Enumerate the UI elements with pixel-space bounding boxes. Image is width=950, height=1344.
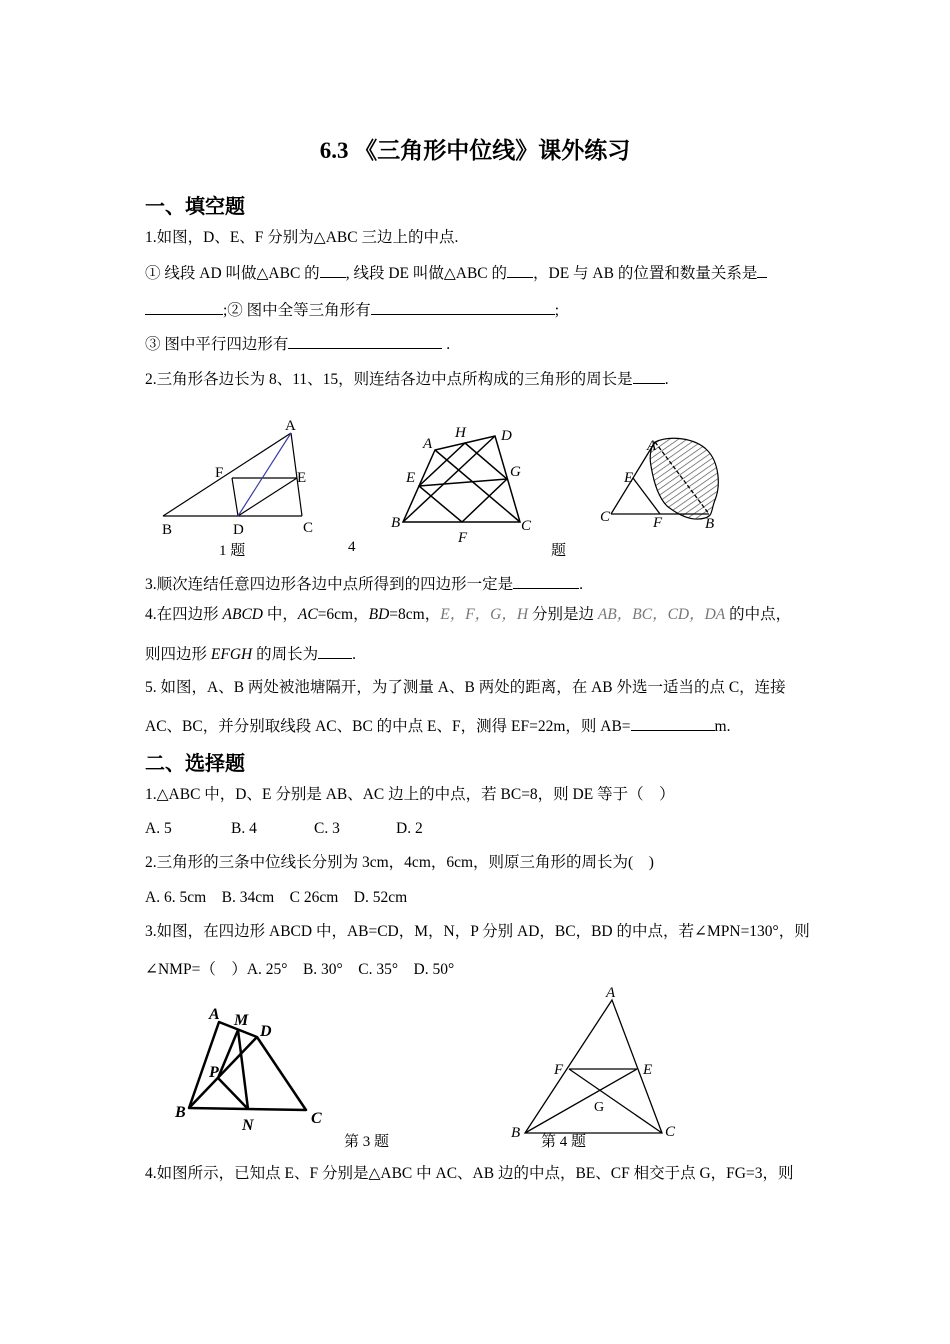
fig1-label-a: A	[285, 418, 296, 434]
q1-line2: ;② 图中全等三角形有 ;	[145, 299, 559, 321]
figure-2-quadrilateral	[385, 420, 545, 550]
fig4-label-b: B	[175, 1104, 186, 1121]
fig2-label-f: F	[458, 530, 468, 546]
fig2-label-d: D	[501, 428, 512, 444]
q1-line1: ① 线段 AD 叫做△ABC 的 , 线段 DE 叫做△ABC 的 ，DE 与 AB 的位置和数量关系是	[145, 262, 767, 284]
answer-blank[interactable]	[145, 299, 223, 315]
fig3-label-e: E	[624, 470, 634, 486]
q5-line2: AC、BC，并分别取线段 AC、BC 的中点 E、F，测得 EF=22m，则 AB= m.	[145, 715, 730, 737]
mc-q1-options	[145, 819, 423, 839]
page-title: 6.3 《三角形中位线》课外练习	[319, 138, 631, 163]
mc-q3-line2: ∠NMP=（ ）A. 25° B. 30° C. 35° D. 50°	[145, 961, 455, 978]
mc-q1-stem: 1.△ABC 中，D、E 分别是 AB、AC 边上的中点，若 BC=8，则 DE 等于（ ）	[145, 786, 675, 803]
figure-caption-2: 4	[348, 539, 356, 555]
fig4-label-n: N	[242, 1117, 254, 1134]
answer-blank[interactable]	[507, 262, 533, 278]
fig2-label-g: G	[510, 464, 521, 480]
figure-caption-mc4: 第 4 题	[541, 1134, 587, 1150]
q4-line1: 4.在四边形 ABCD 中，AC=6cm，BD=8cm，E，F，G，H 分别是边 AB，BC，CD，DA 的中点，	[145, 606, 792, 623]
q1-stem: 1.如图，D、E、F 分别为△ABC 三边上的中点.	[145, 229, 459, 246]
mc-q3-line1: 3.如图，在四边形 ABCD 中，AB=CD，M，N，P 分别 AD，BC，BD 的中点，若∠MPN=130°，则	[145, 923, 810, 940]
figure-caption-1: 1 题	[219, 543, 246, 559]
fig1-label-b: B	[162, 522, 173, 538]
fig3-label-c: C	[600, 509, 611, 525]
option-d[interactable]: D. 2	[396, 820, 423, 837]
pond-shape	[650, 438, 718, 519]
fig1-label-c: C	[303, 520, 314, 536]
fig2-label-a: A	[423, 436, 433, 452]
fig1-label-e: E	[297, 470, 307, 486]
q4-line2: 则四边形 EFGH 的周长为 .	[145, 643, 356, 665]
q2-text: 2.三角形各边长为 8、11、15，则连结各边中点所构成的三角形的周长是 .	[145, 368, 669, 390]
fig1-label-f: F	[215, 465, 224, 481]
option-a[interactable]: A. 5	[145, 820, 172, 837]
fig4-label-c: C	[311, 1110, 322, 1127]
answer-blank[interactable]	[513, 573, 579, 589]
fig5-label-f: F	[554, 1062, 564, 1078]
fig5-label-a: A	[606, 985, 616, 1001]
answer-blank[interactable]	[631, 715, 715, 731]
fig5-label-g: G	[594, 1100, 605, 1115]
answer-blank[interactable]	[371, 299, 555, 315]
mc-q2-options[interactable]: A. 6. 5cm B. 34cm C 26cm D. 52cm	[145, 889, 408, 906]
answer-blank[interactable]	[757, 262, 767, 278]
mc-q4-line1: 4.如图所示，已知点 E、F 分别是△ABC 中 AC、AB 边的中点，BE、CF 相交于点 G，FG=3，则	[145, 1165, 794, 1182]
fig1-label-d: D	[233, 522, 244, 538]
fig4-label-m: M	[234, 1012, 249, 1029]
fig4-label-d: D	[260, 1023, 272, 1040]
fig2-label-b: B	[391, 515, 401, 531]
figure-caption-mc3: 第 3 题	[344, 1134, 390, 1150]
figure-1-triangle	[150, 410, 330, 550]
fig5-label-b: B	[511, 1125, 521, 1141]
mc-q2-stem: 2.三角形的三条中位线长分别为 3cm，4cm，6cm，则原三角形的周长为( )	[145, 854, 654, 871]
fig3-label-b: B	[705, 516, 715, 532]
q1-line3: ③ 图中平行四边形有 .	[145, 333, 450, 355]
figure-4-quadrilateral-mnp	[170, 1000, 340, 1140]
figure-caption-3: 题	[551, 543, 567, 559]
answer-blank[interactable]	[288, 333, 442, 349]
fig2-label-h: H	[455, 425, 466, 441]
fig5-label-c: C	[665, 1124, 676, 1140]
answer-blank[interactable]	[633, 368, 665, 384]
fig2-label-c: C	[521, 518, 532, 534]
fig2-label-e: E	[406, 470, 416, 486]
answer-blank[interactable]	[318, 643, 352, 659]
fig4-label-a: A	[209, 1006, 220, 1023]
figure-5-triangle-centroid	[505, 980, 685, 1150]
option-b[interactable]: B. 4	[231, 820, 257, 837]
fig5-label-e: E	[643, 1062, 653, 1078]
fig4-label-p: P	[209, 1064, 219, 1081]
section-fill-in-heading: 一、填空题	[145, 196, 245, 218]
figure-3-pond	[595, 430, 735, 545]
q3-text: 3.顺次连结任意四边形各边中点所得到的四边形一定是 .	[145, 573, 583, 595]
option-c[interactable]: C. 3	[314, 820, 340, 837]
fig3-label-a: A	[647, 438, 657, 454]
answer-blank[interactable]	[320, 262, 346, 278]
fig3-label-f: F	[653, 515, 663, 531]
section-choice-heading: 二、选择题	[145, 753, 245, 775]
q5-line1: 5. 如图，A、B 两处被池塘隔开，为了测量 A、B 两处的距离，在 AB 外选一适当的点 C，连接	[145, 679, 786, 696]
